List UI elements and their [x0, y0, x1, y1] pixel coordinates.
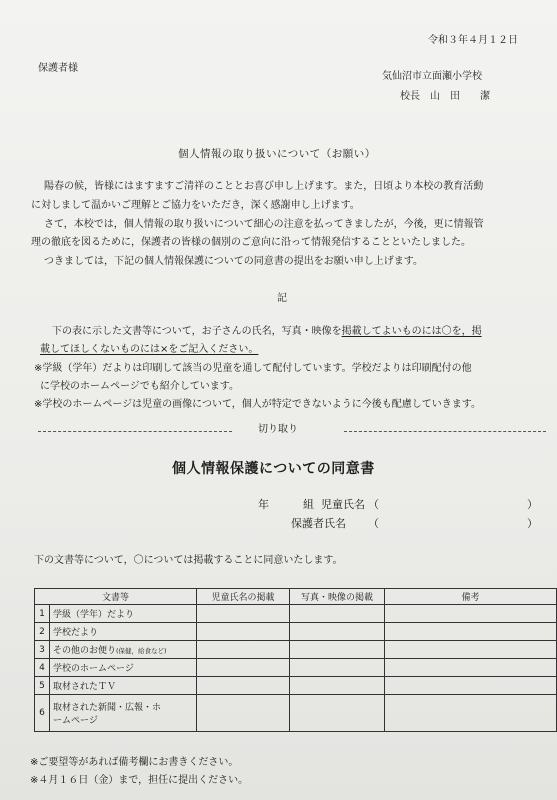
row-document-line-1: 取材された新聞・広報・ホ: [53, 703, 162, 713]
date: 令和３年４月１２日: [428, 35, 518, 46]
child-name-cell[interactable]: [197, 677, 290, 695]
cut-line-left: [38, 431, 232, 432]
remarks-cell[interactable]: [385, 641, 557, 659]
row-document: [50, 695, 197, 732]
instruction-underlined: 掲載してよいものには〇を，掲: [341, 326, 482, 337]
row-document: 取材されたＴＶ: [50, 677, 197, 695]
paragraph-1-line-2: に対しまして温かいご理解とご協力をいただき，深く感謝申し上げます。: [31, 200, 360, 211]
consent-table: [34, 588, 557, 732]
guardian-name-paren-close: ）: [527, 517, 538, 530]
child-name-cell[interactable]: [197, 659, 290, 677]
guardian-name-paren-open: （: [368, 517, 379, 530]
table-header-row: [35, 589, 557, 605]
note-1-line-2: に学校のホームページでも紹介しています。: [40, 381, 239, 392]
header-photo-video: 写真・映像の掲載: [290, 589, 385, 605]
photo-cell[interactable]: [290, 641, 385, 659]
row-document-text: その他のお便り: [53, 646, 117, 656]
header-child-name: 児童氏名の掲載: [197, 589, 290, 605]
principal-name: 校長 山 田 潔: [400, 91, 490, 102]
class-label: 組: [303, 498, 314, 511]
note-2: ※学校のホームページは児童の画像について，個人が特定できないように今後も配慮していきます。: [34, 399, 481, 410]
paragraph-1-line-1: 陽春の候，皆様にはますますご清祥のこととお喜び申し上げます。また，日頃より本校の教育活動: [44, 181, 484, 192]
footer-note-2: ※４月１６日（金）まで，担任に提出ください。: [30, 775, 249, 786]
paragraph-3: つきましては，下記の個人情報保護についての同意書の提出をお願い申し上げます。: [44, 256, 423, 267]
header-documents: 文書等: [35, 589, 197, 605]
consent-statement: 下の文書等について，〇については掲載することに同意いたします。: [34, 555, 343, 566]
row-document: 学校のホームページ: [50, 659, 197, 677]
row-document: [50, 641, 197, 659]
instruction-line-2: 載してほしくないものには×をご記入ください。: [40, 344, 259, 355]
consent-title: 個人情報保護についての同意書: [172, 461, 375, 477]
row-document: 学校だより: [50, 623, 197, 641]
instruction-text: 下の表に示した文書等について，お子さんの氏名，写真・映像を: [52, 326, 342, 337]
footer-note-1: ※ご要望等があれば備考欄にお書きください。: [30, 757, 239, 768]
paragraph-2-line-1: さて，本校では，個人情報の取り扱いについて細心の注意を払ってきましたが，今後，更に情報管: [44, 219, 484, 230]
row-number: 2: [35, 623, 50, 641]
table-row: [35, 641, 557, 659]
child-name-label: 児童氏名: [321, 498, 365, 511]
row-document-line-2: ームページ: [53, 716, 98, 726]
row-document-note: (保健，給食など): [116, 647, 167, 655]
guardian-name-label: 保護者氏名: [291, 517, 346, 530]
remarks-cell[interactable]: [385, 677, 557, 695]
photo-cell[interactable]: [290, 695, 385, 732]
instruction-line-1: [52, 327, 482, 337]
cut-label: 切り取り: [258, 424, 298, 435]
photo-cell[interactable]: [290, 677, 385, 695]
child-name-cell[interactable]: [197, 695, 290, 732]
ki-heading: 記: [277, 293, 287, 304]
header-remarks: 備考: [385, 589, 557, 605]
addressee: 保護者様: [38, 63, 78, 74]
grade-label: 年: [258, 498, 269, 511]
row-document: 学級（学年）だより: [50, 605, 197, 623]
table-row: [35, 659, 557, 677]
remarks-cell[interactable]: [385, 623, 557, 641]
row-number: 5: [35, 677, 50, 695]
row-number: 4: [35, 659, 50, 677]
remarks-cell[interactable]: [385, 659, 557, 677]
table-row: [35, 677, 557, 695]
cut-line-right: [344, 431, 546, 432]
row-number: 1: [35, 605, 50, 623]
child-name-paren-close: ）: [527, 498, 538, 511]
child-name-cell[interactable]: [197, 623, 290, 641]
school-name: 気仙沼市立面瀬小学校: [382, 71, 482, 82]
remarks-cell[interactable]: [385, 605, 557, 623]
row-number: 3: [35, 641, 50, 659]
row-number: 6: [35, 695, 50, 732]
table-row: [35, 695, 557, 732]
table-row: [35, 623, 557, 641]
note-1-line-1: ※学級（学年）だよりは印刷して該当の児童を通して配付しています。学校だよりは印刷配付の他: [34, 363, 472, 374]
remarks-cell[interactable]: [385, 695, 557, 732]
child-name-paren-open: （: [368, 498, 379, 511]
photo-cell[interactable]: [290, 623, 385, 641]
letter-title: 個人情報の取り扱いについて（お願い）: [178, 148, 376, 160]
paragraph-2-line-2: 理の徹底を図るために，保護者の皆様の個別のご意向に沿って情報発信することといたしました。: [31, 237, 471, 248]
child-name-cell[interactable]: [197, 605, 290, 623]
child-name-cell[interactable]: [197, 641, 290, 659]
table-row: [35, 605, 557, 623]
photo-cell[interactable]: [290, 605, 385, 623]
photo-cell[interactable]: [290, 659, 385, 677]
